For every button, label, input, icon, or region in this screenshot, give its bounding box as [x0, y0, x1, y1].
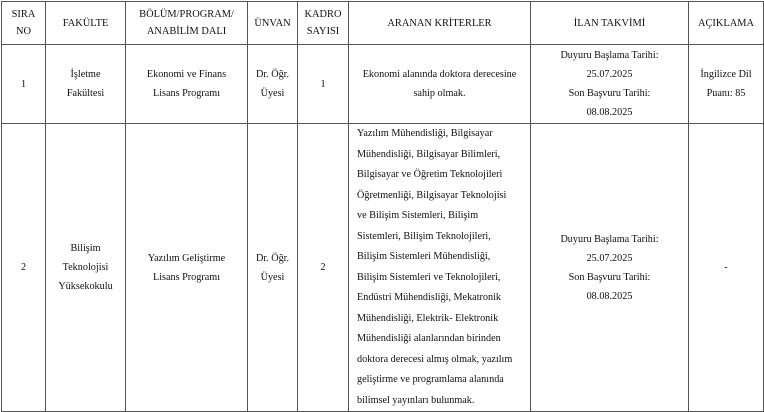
header-kriterler: ARANAN KRİTERLER — [349, 2, 531, 45]
header-fakulte: FAKÜLTE — [46, 2, 126, 45]
cell-kadro: 2 — [298, 124, 349, 412]
cell-fakulte: Bilişim Teknolojisi Yüksekokulu — [46, 124, 126, 412]
cell-unvan: Dr. Öğr. Üyesi — [248, 124, 298, 412]
header-row — [2, 2, 764, 45]
cell-kriterler: Ekonomi alanında doktora derecesine sahip olmak. — [349, 45, 531, 124]
header-aciklama: AÇIKLAMA — [689, 2, 764, 45]
cell-takvim: Duyuru Başlama Tarihi: 25.07.2025 Son Başvuru Tarihi: 08.08.2025 — [531, 124, 689, 412]
cell-kadro: 1 — [298, 45, 349, 124]
cell-aciklama: - — [689, 124, 764, 412]
positions-table — [1, 1, 764, 412]
cell-aciklama: İngilizce Dil Puanı: 85 — [689, 45, 764, 124]
cell-kriterler: Yazılım Mühendisliği, Bilgisayar Mühendisliği, Bilgisayar Bilimleri, Bilgisayar ve Öğretim Teknolojileri Öğretmenliği, Bilgisayar Teknolojisi ve Bilişim Sistemleri, Bilişim Sistemleri, Bilişim Teknolojileri, Bilişim Sistemleri Mühendisliği, Bilişim Sistemleri ve Teknolojileri, Endüstri Mühendisliği, Mekatronik Mühendisliği, Elektrik- Elektronik Mühendisliği alanlarından birinden doktora derecesi almış olmak, yazılım geliştirme ve programlama alanında bilimsel yayınları bulunmak. — [349, 124, 531, 412]
table-row — [2, 124, 764, 412]
header-takvim: İLAN TAKVİMİ — [531, 2, 689, 45]
cell-bolum: Yazılım Geliştirme Lisans Programı — [126, 124, 248, 412]
header-sira: SIRA NO — [2, 2, 46, 45]
cell-bolum: Ekonomi ve Finans Lisans Programı — [126, 45, 248, 124]
header-kadro: KADRO SAYISI — [298, 2, 349, 45]
cell-fakulte: İşletme Fakültesi — [46, 45, 126, 124]
cell-sira: 1 — [2, 45, 46, 124]
cell-unvan: Dr. Öğr. Üyesi — [248, 45, 298, 124]
cell-sira: 2 — [2, 124, 46, 412]
header-bolum: BÖLÜM/PROGRAM/ ANABİLİM DALI — [126, 2, 248, 45]
table-row — [2, 45, 764, 124]
header-unvan: ÜNVAN — [248, 2, 298, 45]
cell-takvim: Duyuru Başlama Tarihi: 25.07.2025 Son Başvuru Tarihi: 08.08.2025 — [531, 45, 689, 124]
